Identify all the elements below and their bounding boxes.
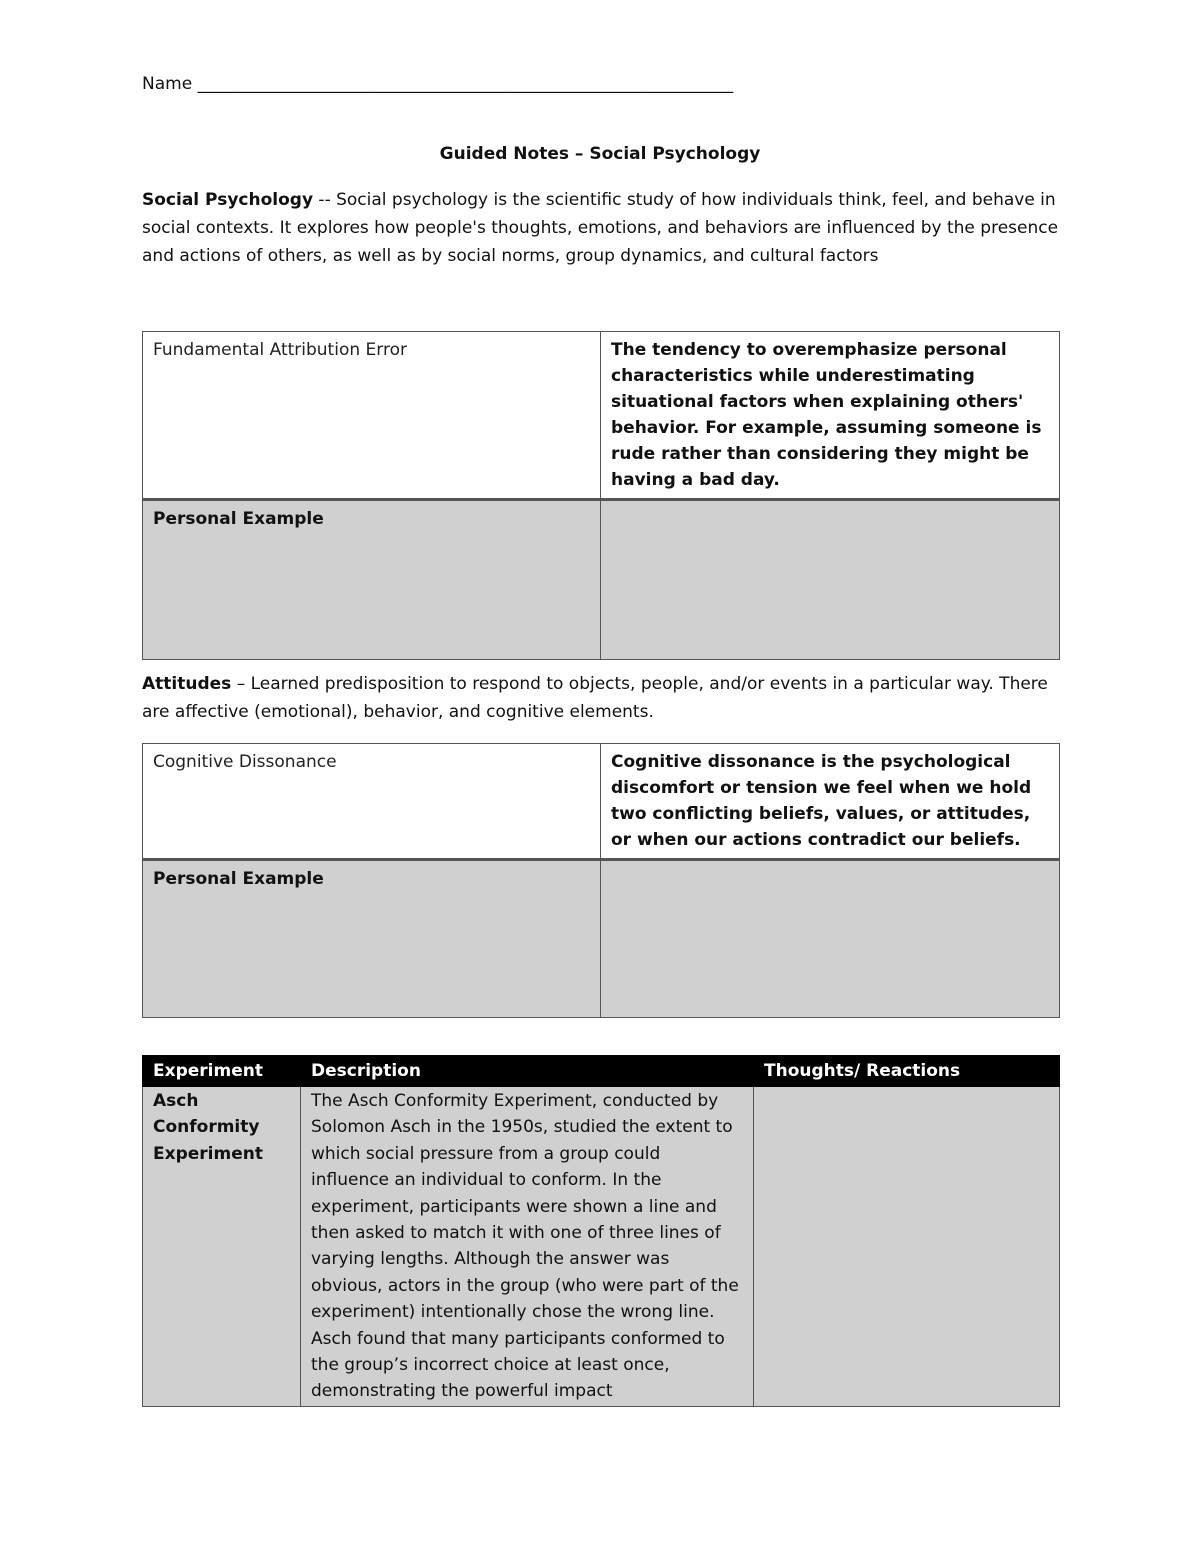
- cd-term-cell: Cognitive Dissonance: [143, 744, 601, 860]
- cd-example-input[interactable]: [601, 860, 1060, 1018]
- fae-term-cell: Fundamental Attribution Error: [143, 332, 601, 500]
- social-psychology-separator: --: [313, 190, 337, 210]
- social-psychology-term: Social Psychology: [142, 190, 314, 210]
- experiment-column-header: Experiment: [143, 1056, 301, 1087]
- fae-example-label: Personal Example: [143, 500, 601, 660]
- fae-definition-cell: The tendency to overemphasize personal characteristics while underestimating situational factors when explaining others' behavior. For example, assuming someone is rude rather than considering they might be having a bad day.: [601, 332, 1060, 500]
- cd-definition-cell: Cognitive dissonance is the psychological discomfort or tension we feel when we hold two conflicting beliefs, values, or attitudes, or when our actions contradict our beliefs.: [601, 744, 1060, 860]
- name-line: [142, 74, 733, 94]
- cd-example-label: Personal Example: [143, 860, 601, 1018]
- fae-example-input[interactable]: [601, 500, 1060, 660]
- cd-term-row: [143, 744, 1060, 860]
- experiment-reactions-input[interactable]: [754, 1087, 1060, 1407]
- social-psychology-paragraph: [142, 186, 1062, 270]
- reactions-column-header: Thoughts/ Reactions: [754, 1056, 1060, 1087]
- fae-example-row: [143, 500, 1060, 660]
- cognitive-dissonance-table: [142, 743, 1060, 1018]
- experiment-table-header: [143, 1056, 1060, 1087]
- cd-example-row: [143, 860, 1060, 1018]
- fae-term-row: [143, 332, 1060, 500]
- name-blank[interactable]: _______________________________________________________________: [197, 74, 734, 94]
- attitudes-separator: –: [231, 674, 251, 694]
- description-column-header: Description: [301, 1056, 754, 1087]
- name-label: Name: [142, 74, 193, 94]
- document-title: Guided Notes – Social Psychology: [439, 144, 761, 164]
- attitudes-term: Attitudes: [142, 674, 232, 694]
- attitudes-paragraph: [142, 670, 1062, 726]
- experiment-name-cell: Asch Conformity Experiment: [143, 1087, 301, 1407]
- table-row: [143, 1087, 1060, 1407]
- fundamental-attribution-error-table: [142, 331, 1060, 660]
- experiment-table: [142, 1055, 1060, 1407]
- experiment-description-cell: The Asch Conformity Experiment, conducted by Solomon Asch in the 1950s, studied the extent to which social pressure from a group could influence an individual to conform. In the experiment, participants were shown a line and then asked to match it with one of three lines of varying lengths. Although the answer was obvious, actors in the group (who were part of the experiment) intentionally chose the wrong line. Asch found that many participants conformed to the group’s incorrect choice at least once, demonstrating the powerful impact: [301, 1087, 754, 1407]
- social-psychology-definition: Social psychology is the scientific study of how individuals think, feel, and behave in social contexts. It explores how people's thoughts, emotions, and behaviors are influenced by the presence and actions of others, as well as by social norms, group dynamics, and cultural factors: [142, 190, 1059, 266]
- attitudes-definition: Learned predisposition to respond to objects, people, and/or events in a particular way. There are affective (emotional), behavior, and cognitive elements.: [142, 674, 1048, 722]
